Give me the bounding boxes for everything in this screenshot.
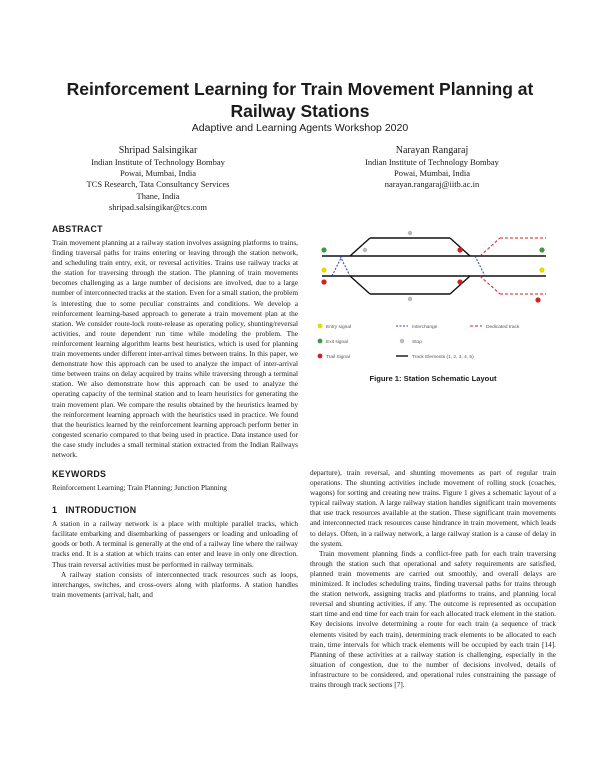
exit-signal-icon bbox=[321, 247, 326, 252]
stop-icon bbox=[408, 297, 412, 301]
station-schematic-figure bbox=[310, 226, 556, 386]
legend-interchange: Interchange bbox=[412, 325, 438, 330]
affiliation-line: Thane, India bbox=[136, 190, 180, 201]
author-block-2 bbox=[302, 144, 562, 191]
interchange-tracks bbox=[332, 256, 485, 276]
entry-signal-icon bbox=[321, 267, 326, 272]
entry-signal-icon bbox=[318, 324, 323, 329]
legend-entry-signal: Entry signal bbox=[326, 325, 352, 330]
author-name: Shripad Salsingikar bbox=[118, 145, 198, 156]
interchange-line bbox=[340, 256, 350, 276]
legend-track-elements: Track Elements (1, 2, 3, 4, 5) bbox=[412, 355, 474, 360]
abstract-heading: ABSTRACT bbox=[52, 224, 103, 234]
track-line bbox=[450, 276, 470, 294]
exit-signal-icon bbox=[318, 339, 323, 344]
affiliation-line: Indian Institute of Technology Bombay bbox=[365, 157, 499, 167]
exit-signal-icon bbox=[539, 247, 544, 252]
right-column bbox=[310, 468, 556, 690]
right-paragraph-2: Train movement planning finds a conflict-free path for each train traversing through the station such that operational and safety requirements are satisfied, planned train movements are carried out smoothly, and overall delays are minimized. It includes scheduling trains, finding traversal paths for trains through the station network, assigning tracks and platforms to trains, and planning local reversal and shunting activities, if any. The outcome is represented as occupation start time and end time for each train for each allocated track element in the station. Key decisions involve determining a route for each train (a sequence of track elements visited by each train), determining track elements to be allocated to each train, time intervals for which track elements will be occupied by each train [14]. Planning of these activities at a railway station is challenging, especially in the situation of congestion, due to the number of decisions involved, details of infrastructure to be considered, and operational rules constraining the passage of trains through track sections [7]. bbox=[310, 548, 556, 689]
left-column bbox=[52, 224, 298, 600]
author-email: narayan.rangaraj@iitb.ac.in bbox=[384, 179, 480, 190]
affiliation-line: Indian Institute of Technology Bombay bbox=[91, 157, 225, 167]
trail-signal-icon bbox=[321, 279, 326, 284]
dedicated-tracks bbox=[480, 238, 546, 294]
entry-signal-icon bbox=[539, 267, 544, 272]
intro-paragraph-2: A railway station consists of interconnected track resources such as loops, interchanges, switches, and cross-overs along with platforms. A station handles train movements (arrival, halt, and bbox=[52, 569, 298, 599]
trail-signal-icon bbox=[457, 247, 462, 252]
right-paragraph-1: departure), train reversal, and shunting movements as part of regular train operations. The shunting activities include movement of rolling stock (coaches, wagons) for sorting and creating new trains. Figure 1 gives a schematic layout of a typical railway station. A large railway station handles significant train movements that use track resources available at the station. These significant train movements and interconnected track resources cause hindrance in train movement, which leads to delays. Often, in a railway network, a large railway station is a cause of delay in the system. bbox=[310, 468, 556, 548]
affiliation-line: Powai, Mumbai, India bbox=[393, 168, 471, 179]
track-line bbox=[450, 238, 470, 256]
dedicated-line bbox=[480, 276, 500, 294]
stop-icon bbox=[408, 231, 412, 235]
trail-signal-icon bbox=[457, 279, 462, 284]
legend-exit-signal: Exit signal bbox=[326, 340, 348, 345]
keywords-text: Reinforcement Learning; Train Planning; Junction Planning bbox=[52, 483, 227, 493]
intro-paragraph-1: A station in a railway network is a place with multiple parallel tracks, which facilitate embarking and disembarking of passengers or loading and unloading of goods or both. A terminal is generally at the end of a railway line where the railway tracks end. It is a station at which trains can enter and leave in only one direction. Thus train reversal activities must be performed in railway terminals. bbox=[52, 519, 298, 569]
legend-trail-signal: Trail Signal bbox=[326, 355, 350, 360]
author-email: shripad.salsingikar@tcs.com bbox=[108, 201, 207, 212]
venue: Adaptive and Learning Agents Workshop 2020 bbox=[191, 122, 409, 134]
stop-icon bbox=[400, 339, 404, 343]
affiliation-line: TCS Research, Tata Consultancy Services bbox=[86, 179, 230, 190]
keywords-heading: KEYWORDS bbox=[52, 469, 107, 480]
figure-caption: Figure 1: Station Schematic Layout bbox=[369, 374, 497, 383]
trail-signal-icon bbox=[535, 297, 540, 302]
interchange-line bbox=[332, 256, 342, 276]
track-layout bbox=[322, 238, 546, 294]
author-name: Narayan Rangaraj bbox=[395, 145, 469, 156]
interchange-line bbox=[475, 256, 485, 276]
signals bbox=[321, 231, 544, 303]
author-block-1 bbox=[28, 144, 288, 213]
paper-title: Reinforcement Learning for Train Movement Planning at Railway Stations bbox=[66, 79, 534, 121]
trail-signal-icon bbox=[318, 354, 323, 359]
abstract-text: Train movement planning at a railway station involves assigning platforms to trains, finding traversal paths for trains entering or leaving through the station network, and scheduling train entry, exit, or reversal activities. Trains use railway tracks at the station for traversing through the station. The planning of train movements becomes challenging as a large number of decisions are involved, due to a large number of interconnected tracks at the station. Even for a small station, the problem is interesting due to some peculiar constraints and conditions. We develop a reinforcement learning-based approach to generate a train movement plan at the station. We consider route-lock route-release as operating policy, shunting/reversal activities, and route dependent run time while modeling the problem. The reinforcement learning algorithm learns best heuristics, which is used for planning train movements under different inter-arrival times between trains. In this paper, we demonstrate how this approach can be used to analyze the impact of inter-arrival time between trains on delay acquired by trains while traversing through a terminal station. We also demonstrate how this approach can be used to analyze the operating capacity of the terminal station and to learn heuristics for generating the train movement plan. We compare the results obtained by the heuristics learned by the reinforcement learning approach with the heuristics used in practice. We found that the heuristics learned by the reinforcement learning approach perform better in congested scenario compared to that being used in practice. Data instance used for the case study includes a small terminal station extracted from the Indian Railways network. bbox=[52, 238, 298, 459]
legend-stop: Stop bbox=[412, 340, 422, 345]
dedicated-line bbox=[480, 238, 500, 256]
track-line bbox=[350, 276, 370, 294]
affiliation-line: Powai, Mumbai, India bbox=[119, 168, 197, 179]
legend-dedicated-track: Dedicated track bbox=[486, 325, 520, 330]
stop-icon bbox=[363, 248, 367, 252]
track-line bbox=[350, 238, 370, 256]
figure-legend bbox=[318, 324, 520, 360]
introduction-heading: 1 INTRODUCTION bbox=[52, 505, 137, 516]
